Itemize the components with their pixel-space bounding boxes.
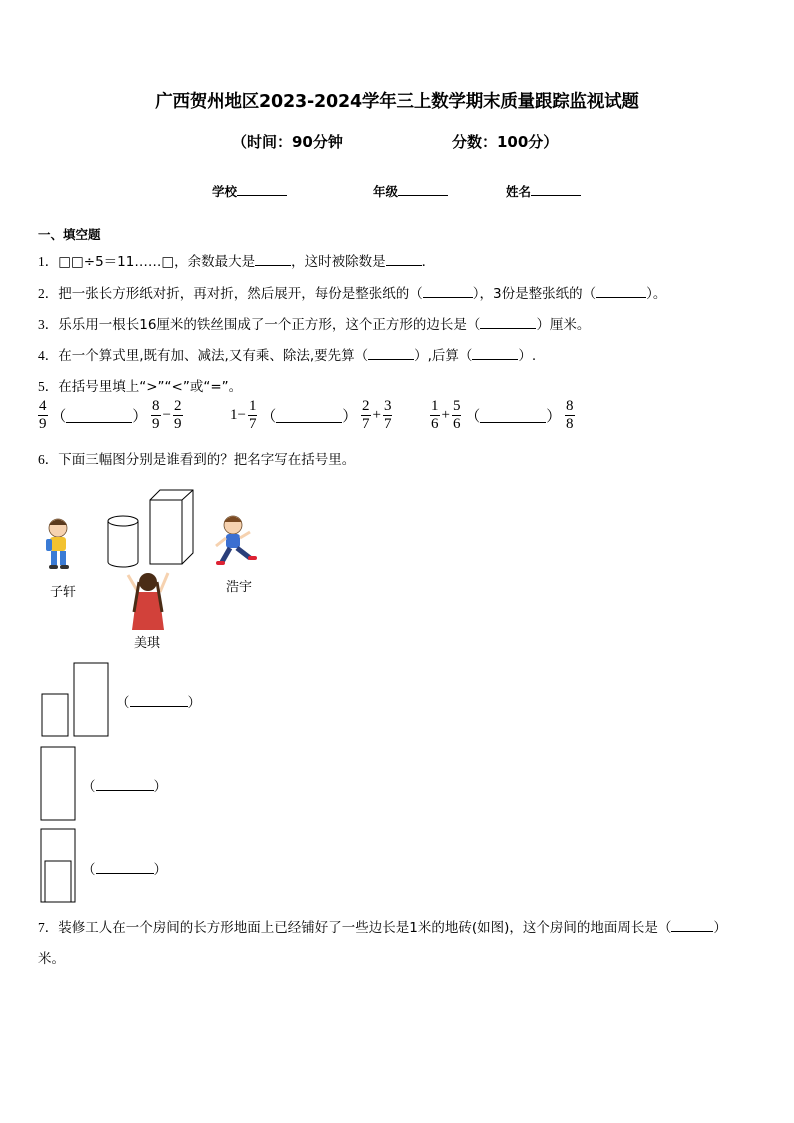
q5-text: 在括号里填上“>”“<”或“=”。 — [58, 379, 243, 395]
question-7 — [38, 916, 727, 936]
q6-answer-2: （ ） — [82, 779, 167, 795]
q2-number: 2． — [38, 286, 59, 301]
q6-text: 下面三幅图分别是谁看到的？把名字写在括号里。 — [58, 452, 356, 468]
kid-zixuan-figure — [46, 519, 69, 569]
q3-text-b: ）厘米。 — [536, 317, 591, 333]
q5-i1-right-frac1: $\frac{8}{9}$ — [152, 398, 160, 432]
kid-name-haoyu: 浩宇 — [226, 580, 253, 595]
q6-blank-1[interactable] — [130, 693, 188, 707]
q6-answer-1: （ ） — [116, 695, 201, 711]
q7-blank[interactable] — [671, 918, 713, 932]
view-option-3 — [41, 829, 75, 902]
q7-text: 装修工人在一个房间的长方形地面上已经铺好了一些边长是1米的地砖(如图)，这个房间的地面周长是（ — [58, 920, 672, 936]
kid-meiqi-figure — [128, 573, 168, 630]
q5-i2-right-frac1: $\frac{2}{7}$ — [362, 398, 370, 432]
q3-text-a: 乐乐用一根长16厘米的铁丝围成了一个正方形，这个正方形的边长是（ — [58, 317, 481, 333]
exam-score: 分数：100分） — [452, 133, 559, 151]
q1-text-a: □□÷5＝11……□，余数最大是 — [58, 254, 256, 270]
q3-number: 3． — [38, 317, 59, 332]
q5-i2-whole: 1− — [230, 407, 246, 423]
q2-text-a: 把一张长方形纸对折，再对折，然后展开，每份是整张纸的（ — [58, 286, 423, 302]
q7-number: 7． — [38, 920, 59, 935]
q5-i2-right-frac2: $\frac{3}{7}$ — [383, 398, 392, 432]
q5-i1-right-frac2: $\frac{2}{9}$ — [174, 398, 182, 432]
q5-item-1: $\frac{4}{9}$ （ ） $\frac{8}{9}$ − $\frac{2}{9}$ — [39, 398, 182, 432]
q5-i3-left-op: + — [441, 407, 450, 423]
q1-number: 1． — [38, 254, 59, 269]
grade-label: 年级 — [373, 184, 399, 199]
view-option-1 — [42, 663, 108, 736]
kid-name-zixuan: 子轩 — [50, 585, 77, 600]
q4-text-c: ）. — [518, 348, 537, 364]
q5-item-3: $\frac{1}{6}$ + $\frac{5}{6}$ （ ） $\frac{8}{8}$ — [431, 398, 574, 432]
q4-number: 4． — [38, 348, 59, 363]
cylinder-shape — [108, 516, 138, 567]
q5-item-2: 1− $\frac{1}{7}$ （ ） $\frac{2}{7}$ + $\frac{3}{7}$ — [230, 398, 392, 432]
q7-line-2: 米。 — [38, 951, 65, 967]
q6-number: 6． — [38, 452, 59, 467]
q4-text-a: 在一个算式里,既有加、减法,又有乘、除法,要先算（ — [58, 348, 369, 364]
q1-text-c: ． — [421, 254, 436, 270]
q2-text-c: ）。 — [646, 286, 667, 302]
q6-answer-3: （ ） — [82, 862, 167, 878]
q7-close: ） — [713, 920, 727, 936]
kid-haoyu-figure — [216, 516, 257, 565]
q2-text-b: ），3份是整张纸的（ — [472, 286, 597, 302]
q5-i3-left-frac1: $\frac{1}{6}$ — [431, 398, 439, 432]
page-title: 广西贺州地区2023-2024学年三上数学期末质量跟踪监视试题 — [155, 92, 639, 112]
kid-name-meiqi: 美琪 — [134, 636, 161, 651]
school-label: 学校 — [212, 184, 238, 199]
q4-text-b: ）,后算（ — [414, 348, 473, 364]
q6-blank-2[interactable] — [96, 777, 154, 791]
name-label: 姓名 — [506, 184, 532, 199]
q6-blank-3[interactable] — [96, 860, 154, 874]
q5-i1-op: − — [162, 407, 171, 423]
cuboid-shape — [150, 490, 193, 564]
q5-i1-left-frac: $\frac{4}{9}$ — [39, 398, 47, 432]
q5-number: 5． — [38, 379, 59, 394]
q5-i2-op: + — [372, 407, 381, 423]
q5-i3-right-frac: $\frac{8}{8}$ — [566, 398, 574, 432]
q5-i2-left-frac: $\frac{1}{7}$ — [248, 398, 257, 432]
view-option-2 — [41, 747, 75, 820]
exam-time: （时间：90分钟 — [232, 133, 343, 151]
q5-i3-left-frac2: $\frac{5}{6}$ — [452, 398, 461, 432]
section-heading: 一、填空题 — [38, 227, 101, 242]
q1-text-b: ，这时被除数是 — [291, 254, 386, 270]
